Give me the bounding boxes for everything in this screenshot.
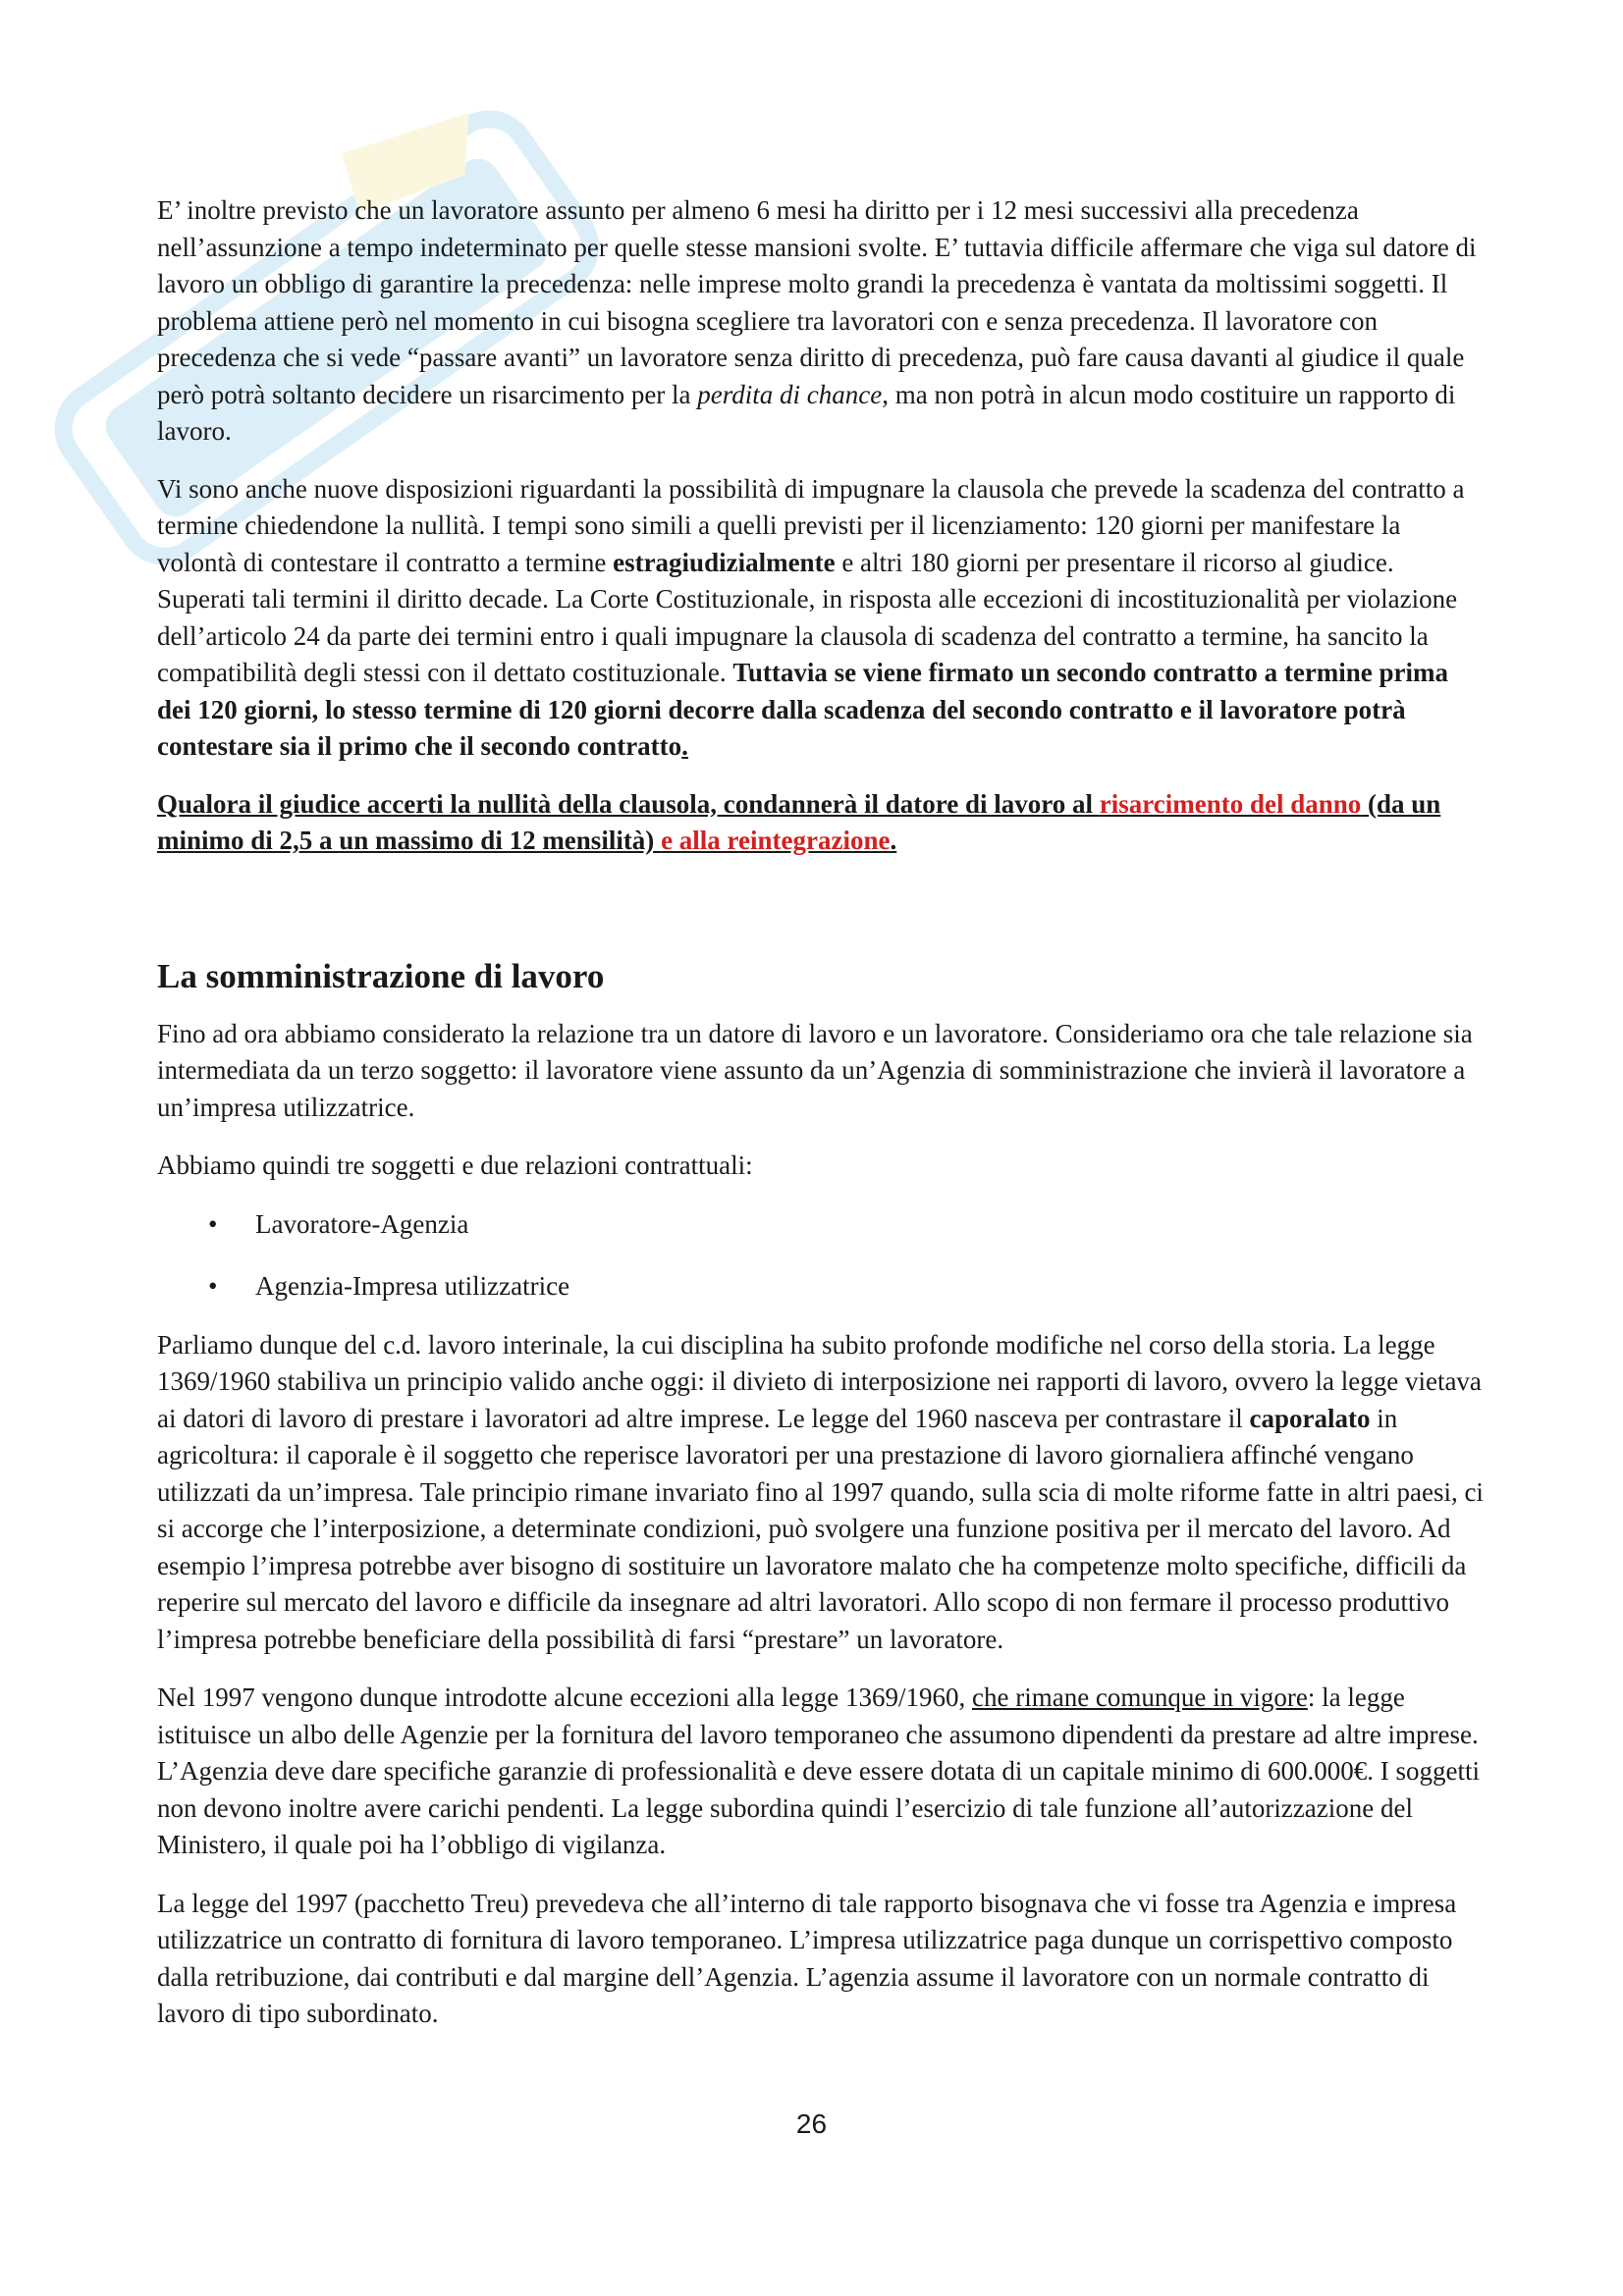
- paragraph-intro-somministrazione: Fino ad ora abbiamo considerato la relazione tra un datore di lavoro e un lavoratore. Consideriamo ora che tale relazione sia intermediata da un terzo soggetto: il lavoratore viene assunto da un’Agenzia di somministrazione che invierà il lavoratore a un’impresa utilizzatrice.: [157, 1018, 1473, 1122]
- paragraph-eccezioni-1997: Nel 1997 vengono dunque introdotte alcune eccezioni alla legge 1369/1960, che rimane comunque in vigore: la legge istituisce un albo delle Agenzie per la fornitura del lavoro temporaneo che assumono dipendenti da prestare ad altre imprese. L’Agenzia deve dare specifiche garanzie di professionalità e deve essere dotata di un capitale minimo di 600.000€. I soggetti non devono inoltre avere carichi pendenti. La legge subordina quindi l’esercizio di tale funzione all’autorizzazione del Ministero, il quale poi ha l’obbligo di vigilanza.: [157, 1682, 1481, 1859]
- relations-list: [157, 1206, 1485, 1306]
- page-content: [157, 192, 1485, 2033]
- paragraph-lavoro-interinale: Parliamo dunque del c.d. lavoro interinale, la cui disciplina ha subito profonde modifiche nel corso della storia. La legge 1369/1960 stabiliva un principio valido anche oggi: il divieto di interposizione nei rapporti di lavoro, ovvero la legge vietava ai datori di lavoro di prestare i lavoratori ad altre imprese. Le legge del 1960 nasceva per contrastare il caporalato in agricoltura: il caporale è il soggetto che reperisce lavoratori per una prestazione di lavoro giornaliera affinché vengano utilizzati da un’impresa. Tale principio rimane invariato fino al 1997 quando, sulla scia di molte riforme fatte in altri paesi, ci si accorge che l’interposizione, a determinate condizioni, può svolgere una funzione positiva per il mercato del lavoro. Ad esempio l’impresa potrebbe aver bisogno di sostituire un lavoratore malato che ha competenze molto specifiche, difficili da reperire sul mercato del lavoro e difficile da insegnare ad altri lavoratori. Allo scopo di non fermare il processo produttivo l’impresa potrebbe beneficiare della possibilità di farsi “prestare” un lavoratore.: [157, 1329, 1484, 1654]
- paragraph-nullita: Qualora il giudice accerti la nullità della clausola, condannerà il datore di lavoro al risarcimento del danno (da un minimo di 2,5 a un massimo di 12 mensilità) e alla reintegrazione.: [157, 788, 1441, 855]
- list-item: • Lavoratore-Agenzia: [157, 1206, 1485, 1244]
- list-item: • Agenzia-Impresa utilizzatrice: [157, 1268, 1485, 1306]
- page-number: 26: [795, 2109, 828, 2139]
- paragraph-pacchetto-treu: La legge del 1997 (pacchetto Treu) prevedeva che all’interno di tale rapporto bisognava che vi fosse tra Agenzia e impresa utilizzatrice un contratto di fornitura di lavoro temporaneo. L’impresa utilizzatrice paga dunque un corrispettivo composto dalla retribuzione, dai contributi e dal margine dell’Agenzia. L’agenzia assume il lavoratore con un normale contratto di lavoro di tipo subordinato.: [157, 1888, 1457, 2028]
- paragraph-soggetti: Abbiamo quindi tre soggetti e due relazioni contrattuali:: [157, 1150, 753, 1180]
- section-heading: La somministrazione di lavoro: [157, 956, 605, 995]
- paragraph-impugnazione: Vi sono anche nuove disposizioni riguardanti la possibilità di impugnare la clausola che prevede la scadenza del contratto a termine chiedendone la nullità. I tempi sono simili a quelli previsti per il licenziamento: 120 giorni per manifestare la volontà di contestare il contratto a termine estragiudizialmente e altri 180 giorni per presentare il ricorso al giudice. Superati tali termini il diritto decade. La Corte Costituzionale, in risposta alle eccezioni di incostituzionalità per violazione dell’articolo 24 da parte dei termini entro i quali impugnare la clausola di scadenza del contratto a termine, ha sancito la compatibilità degli stessi con il dettato costituzionale. Tuttavia se viene firmato un secondo contratto a termine prima dei 120 giorni, lo stesso termine di 120 giorni decorre dalla scadenza del secondo contratto e il lavoratore potrà contestare sia il primo che il secondo contratto.: [157, 473, 1465, 761]
- bullet-icon: •: [208, 1208, 218, 1239]
- paragraph-precedenza: E’ inoltre previsto che un lavoratore assunto per almeno 6 mesi ha diritto per i 12 mesi successivi alla precedenza nell’assunzione a tempo indeterminato per quelle stesse mansioni svolte. E’ tuttavia difficile affermare che viga sul datore di lavoro un obbligo di garantire la precedenza: nelle imprese molto grandi la precedenza è vantata da moltissimi soggetti. Il problema attiene però nel momento in cui bisogna scegliere tra lavoratori con e senza precedenza. Il lavoratore con precedenza che si vede “passare avanti” un lavoratore senza diritto di precedenza, può fare causa davanti al giudice il quale però potrà soltanto decidere un risarcimento per la perdita di chance, ma non potrà in alcun modo costituire un rapporto di lavoro.: [157, 195, 1477, 446]
- bullet-icon: •: [208, 1271, 218, 1301]
